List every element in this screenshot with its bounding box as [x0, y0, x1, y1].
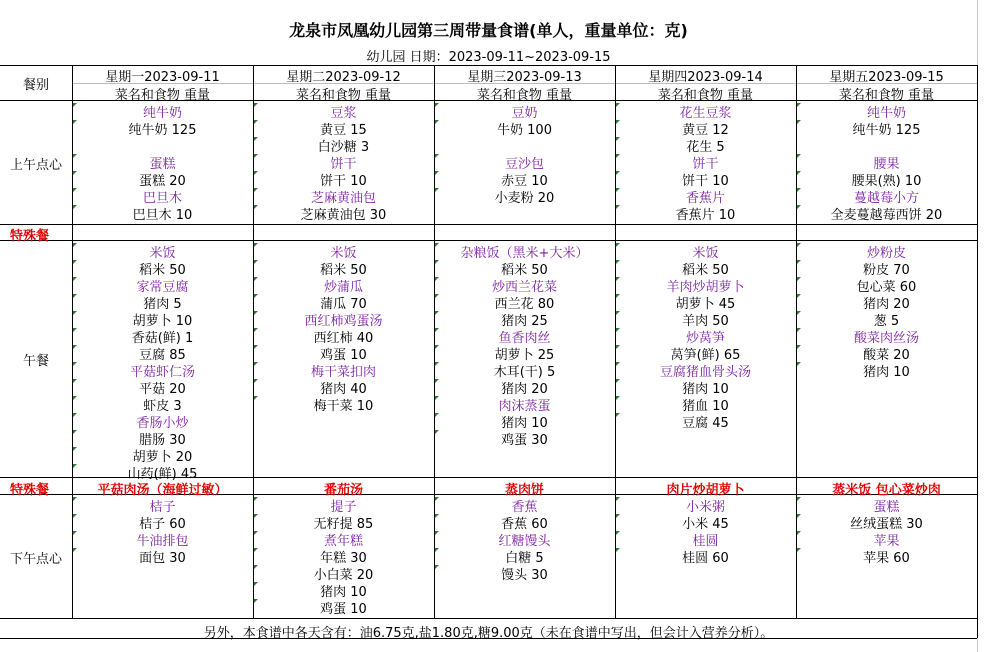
cell-marker: [254, 137, 258, 141]
dish-name: 蛋糕: [873, 500, 900, 515]
ingredient-item: 白糖 5: [505, 551, 544, 566]
special-meal-item: 蒸肉饼: [504, 483, 544, 498]
dish-name: 香蕉片: [685, 191, 725, 206]
cell-marker: [254, 277, 258, 281]
ingredient-item: 小米 45: [682, 517, 729, 532]
cell-marker: [435, 171, 439, 175]
dish-name: 芝麻黄油包: [310, 191, 376, 206]
dish-name: 米饭: [692, 246, 719, 261]
ingredient-item: 蒲瓜 70: [320, 297, 367, 312]
day-header: 星期一2023-09-11: [105, 70, 220, 85]
dish-name: 苹果: [873, 534, 900, 549]
dish-name: 豆沙包: [504, 157, 544, 172]
dish-name: 蛋糕: [149, 157, 176, 172]
cell-marker: [435, 548, 439, 552]
cell-marker: [435, 243, 439, 247]
cell-marker: [616, 260, 620, 264]
ingredient-item: 猪肉 20: [863, 297, 910, 312]
cell-marker: [73, 379, 77, 383]
dish-name: 肉沫蒸蛋: [498, 399, 551, 414]
ingredient-item: 稻米 50: [501, 263, 548, 278]
cell-marker: [73, 548, 77, 552]
ingredient-item: 胡萝卜 10: [132, 314, 193, 329]
dish-name: 红糖馒头: [498, 534, 551, 549]
cell-marker: [435, 345, 439, 349]
footer-note: 另外，本食谱中各天含有：油6.75克,盐1.80克,糖9.00克（未在食谱中写出，但会计入营养分析）。: [203, 626, 774, 641]
ingredient-item: 小麦粉 20: [494, 191, 555, 206]
ingredient-item: 桔子 60: [139, 517, 186, 532]
cell-marker: [616, 311, 620, 315]
day-header: 星期三2023-09-13: [467, 70, 582, 85]
cell-marker: [616, 413, 620, 417]
cell-marker: [73, 103, 77, 107]
ingredient-item: 猪肉 10: [863, 365, 910, 380]
ingredient-item: 桂圆 60: [682, 551, 729, 566]
dish-name: 豆浆: [330, 106, 357, 121]
ingredient-item: 莴笋(鲜) 65: [670, 348, 741, 363]
cell-marker: [797, 277, 801, 281]
dish-name: 纯牛奶: [142, 106, 182, 121]
cell-marker: [797, 345, 801, 349]
cell-marker: [73, 154, 77, 158]
column-subheader: 菜名和食物 重量: [476, 88, 573, 103]
ingredient-item: 馒头 30: [501, 568, 548, 583]
ingredient-item: 梅干菜 10: [313, 399, 374, 414]
ingredient-item: 猪肉 5: [143, 297, 182, 312]
cell-marker: [73, 514, 77, 518]
cell-marker: [73, 345, 77, 349]
dish-name: 桂圆: [692, 534, 719, 549]
cell-marker: [616, 328, 620, 332]
ingredient-item: 猪肉 10: [682, 382, 729, 397]
cell-marker: [797, 362, 801, 366]
dish-name: 提子: [330, 500, 357, 515]
ingredient-item: 香蕉 60: [501, 517, 548, 532]
ingredient-item: 丝绒蛋糕 30: [850, 517, 923, 532]
cell-marker: [435, 379, 439, 383]
dish-name: 饼干: [692, 157, 719, 172]
cell-marker: [797, 205, 801, 209]
dish-name: 香肠小炒: [136, 416, 189, 431]
ingredient-item: 木耳(干) 5: [493, 365, 556, 380]
ingredient-item: 猪肉 10: [501, 416, 548, 431]
cell-marker: [435, 328, 439, 332]
meal-label-morning: 上午点心: [9, 158, 62, 173]
dish-name: 巴旦木: [142, 191, 182, 206]
ingredient-item: 稻米 50: [682, 263, 729, 278]
ingredient-item: 羊肉 50: [682, 314, 729, 329]
ingredient-item: 平菇 20: [139, 382, 186, 397]
ingredient-item: 年糕 30: [320, 551, 367, 566]
special-meal-item: 肉片炒胡萝卜: [666, 483, 745, 498]
cell-marker: [254, 188, 258, 192]
cell-marker: [254, 599, 258, 603]
dish-name: 豆腐猪血骨头汤: [659, 365, 751, 380]
dish-name: 炒西兰花菜: [491, 280, 557, 295]
day-header: 星期五2023-09-15: [829, 70, 944, 85]
cell-marker: [616, 137, 620, 141]
dish-name: 桔子: [149, 500, 176, 515]
page-subtitle: 幼儿园 日期：2023-09-11~2023-09-15: [366, 50, 611, 65]
special-label-1: 特殊餐: [10, 229, 50, 244]
cell-marker: [73, 311, 77, 315]
ingredient-item: 纯牛奶 125: [128, 123, 197, 138]
cell-marker: [73, 430, 77, 434]
ingredient-item: 饼干 10: [320, 174, 367, 189]
cell-marker: [797, 171, 801, 175]
ingredient-item: 胡萝卜 20: [132, 450, 193, 465]
ingredient-item: 蛋糕 20: [139, 174, 186, 189]
ingredient-item: 饼干 10: [682, 174, 729, 189]
ingredient-item: 猪肉 20: [501, 382, 548, 397]
ingredient-item: 鸡蛋 10: [320, 602, 367, 617]
cell-marker: [73, 362, 77, 366]
dish-name: 炒蒲瓜: [323, 280, 363, 295]
cell-marker: [616, 243, 620, 247]
cell-marker: [616, 277, 620, 281]
ingredient-item: 胡萝卜 45: [675, 297, 736, 312]
cell-marker: [254, 120, 258, 124]
dish-name: 羊肉炒胡萝卜: [666, 280, 745, 295]
cell-marker: [254, 205, 258, 209]
cell-marker: [797, 294, 801, 298]
cell-marker: [435, 277, 439, 281]
cell-marker: [254, 171, 258, 175]
ingredient-item: 粉皮 70: [863, 263, 910, 278]
cell-marker: [254, 328, 258, 332]
column-subheader: 菜名和食物 重量: [295, 88, 392, 103]
dish-name: 煮年糕: [323, 534, 363, 549]
ingredient-item: 猪肉 10: [320, 585, 367, 600]
dish-name: 杂粮饭（黑米+大米）: [460, 246, 589, 261]
cell-marker: [435, 413, 439, 417]
cell-marker: [73, 171, 77, 175]
cell-marker: [254, 582, 258, 586]
cell-marker: [73, 464, 77, 468]
ingredient-item: 黄豆 12: [682, 123, 729, 138]
meal-label-lunch: 午餐: [22, 354, 49, 369]
ingredient-item: 猪肉 25: [501, 314, 548, 329]
cell-marker: [254, 345, 258, 349]
cell-marker: [797, 154, 801, 158]
cell-marker: [797, 328, 801, 332]
ingredient-item: 胡萝卜 25: [494, 348, 555, 363]
cell-marker: [254, 154, 258, 158]
cell-marker: [616, 531, 620, 535]
dish-name: 鱼香肉丝: [498, 331, 551, 346]
cell-marker: [73, 277, 77, 281]
cell-marker: [435, 294, 439, 298]
cell-marker: [435, 154, 439, 158]
day-header: 星期四2023-09-14: [648, 70, 763, 85]
ingredient-item: 豆腐 45: [682, 416, 729, 431]
dish-name: 牛油排包: [136, 534, 189, 549]
ingredient-item: 赤豆 10: [501, 174, 548, 189]
dish-name: 炒粉皮: [866, 246, 906, 261]
cell-marker: [797, 103, 801, 107]
cell-marker: [254, 294, 258, 298]
cell-marker: [797, 243, 801, 247]
ingredient-item: 白沙糖 3: [317, 140, 370, 155]
dish-name: 米饭: [149, 246, 176, 261]
ingredient-item: 巴旦木 10: [132, 208, 193, 223]
cell-marker: [616, 548, 620, 552]
ingredient-item: 酸菜 20: [863, 348, 910, 363]
ingredient-item: 黄豆 15: [320, 123, 367, 138]
dish-name: 纯牛奶: [866, 106, 906, 121]
cell-marker: [254, 103, 258, 107]
ingredient-item: 腰果(熟) 10: [851, 174, 922, 189]
cell-marker: [254, 260, 258, 264]
cell-marker: [797, 260, 801, 264]
dish-name: 小米粥: [685, 500, 725, 515]
cell-marker: [73, 260, 77, 264]
cell-marker: [797, 514, 801, 518]
ingredient-item: 猪血 10: [682, 399, 729, 414]
cell-marker: [616, 120, 620, 124]
ingredient-item: 小白菜 20: [313, 568, 374, 583]
dish-name: 蔓越莓小方: [853, 191, 919, 206]
ingredient-item: 山药(鲜) 45: [127, 467, 198, 482]
cell-marker: [435, 103, 439, 107]
cell-marker: [435, 565, 439, 569]
ingredient-item: 苹果 60: [863, 551, 910, 566]
cell-marker: [254, 243, 258, 247]
cell-marker: [254, 548, 258, 552]
column-subheader: 菜名和食物 重量: [657, 88, 754, 103]
cell-marker: [616, 379, 620, 383]
ingredient-item: 面包 30: [139, 551, 186, 566]
cell-marker: [435, 430, 439, 434]
dish-name: 酸菜肉丝汤: [853, 331, 919, 346]
day-header: 星期二2023-09-12: [286, 70, 401, 85]
cell-marker: [73, 120, 77, 124]
special-label-2: 特殊餐: [10, 483, 50, 498]
cell-marker: [797, 120, 801, 124]
dish-name: 平菇虾仁汤: [129, 365, 195, 380]
ingredient-item: 猪肉 40: [320, 382, 367, 397]
cell-marker: [616, 514, 620, 518]
ingredient-item: 芝麻黄油包 30: [300, 208, 387, 223]
cell-marker: [73, 413, 77, 417]
dish-name: 炒莴笋: [685, 331, 725, 346]
dish-name: 香蕉: [511, 500, 538, 515]
special-meal-item: 番茄汤: [323, 483, 363, 498]
cell-marker: [797, 531, 801, 535]
ingredient-item: 鸡蛋 10: [320, 348, 367, 363]
cell-marker: [73, 188, 77, 192]
cell-marker: [73, 294, 77, 298]
ingredient-item: 牛奶 100: [497, 123, 552, 138]
cell-marker: [616, 362, 620, 366]
cell-marker: [616, 154, 620, 158]
cell-marker: [254, 565, 258, 569]
cell-marker: [435, 362, 439, 366]
dish-name: 米饭: [330, 246, 357, 261]
cell-marker: [797, 311, 801, 315]
cell-marker: [435, 120, 439, 124]
dish-name: 豆奶: [511, 106, 538, 121]
cell-marker: [616, 396, 620, 400]
column-subheader: 菜名和食物 重量: [114, 88, 211, 103]
dish-name: 腰果: [873, 157, 900, 172]
cell-marker: [73, 531, 77, 535]
dish-name: 梅干菜扣肉: [310, 365, 376, 380]
ingredient-item: 稻米 50: [139, 263, 186, 278]
ingredient-item: 香菇(鲜) 1: [131, 331, 194, 346]
cell-marker: [254, 311, 258, 315]
cell-marker: [435, 260, 439, 264]
cell-marker: [73, 447, 77, 451]
cell-marker: [254, 379, 258, 383]
cell-marker: [435, 396, 439, 400]
special-meal-item: 平菇肉汤（海鲜过敏）: [97, 483, 228, 498]
cell-marker: [73, 396, 77, 400]
ingredient-item: 腊肠 30: [139, 433, 186, 448]
ingredient-item: 全麦蔓越莓西饼 20: [830, 208, 943, 223]
ingredient-item: 香蕉片 10: [675, 208, 736, 223]
cell-marker: [616, 188, 620, 192]
dish-name: 西红柿鸡蛋汤: [304, 314, 383, 329]
cell-marker: [616, 205, 620, 209]
cell-marker: [254, 362, 258, 366]
page-title: 龙泉市凤凰幼儿园第三周带量食谱(单人，重量单位：克): [289, 21, 688, 40]
cell-marker: [616, 294, 620, 298]
cell-marker: [616, 103, 620, 107]
cell-marker: [73, 205, 77, 209]
cell-marker: [435, 311, 439, 315]
ingredient-item: 西兰花 80: [494, 297, 555, 312]
column-subheader: 菜名和食物 重量: [838, 88, 935, 103]
ingredient-item: 葱 5: [873, 314, 900, 329]
cell-marker: [73, 243, 77, 247]
cell-marker: [435, 514, 439, 518]
ingredient-item: 西红柿 40: [313, 331, 374, 346]
ingredient-item: 纯牛奶 125: [852, 123, 921, 138]
cell-marker: [797, 548, 801, 552]
meal-label-afternoon: 下午点心: [9, 552, 62, 567]
ingredient-item: 无籽提 85: [313, 517, 374, 532]
ingredient-item: 鸡蛋 30: [501, 433, 548, 448]
cell-marker: [254, 514, 258, 518]
cell-marker: [797, 188, 801, 192]
ingredient-item: 虾皮 3: [143, 399, 182, 414]
dish-name: 花生豆浆: [679, 106, 732, 121]
cell-marker: [616, 345, 620, 349]
ingredient-item: 花生 5: [686, 140, 725, 155]
dish-name: 家常豆腐: [136, 280, 189, 295]
meal-header: 餐别: [22, 78, 49, 93]
cell-marker: [73, 328, 77, 332]
cell-marker: [616, 171, 620, 175]
cell-marker: [435, 531, 439, 535]
special-meal-item: 蒸米饭 包心菜炒肉: [832, 483, 941, 498]
ingredient-item: 包心菜 60: [856, 280, 917, 295]
dish-name: 饼干: [330, 157, 357, 172]
cell-marker: [435, 188, 439, 192]
cell-marker: [254, 396, 258, 400]
cell-marker: [254, 531, 258, 535]
ingredient-item: 稻米 50: [320, 263, 367, 278]
ingredient-item: 豆腐 85: [139, 348, 186, 363]
